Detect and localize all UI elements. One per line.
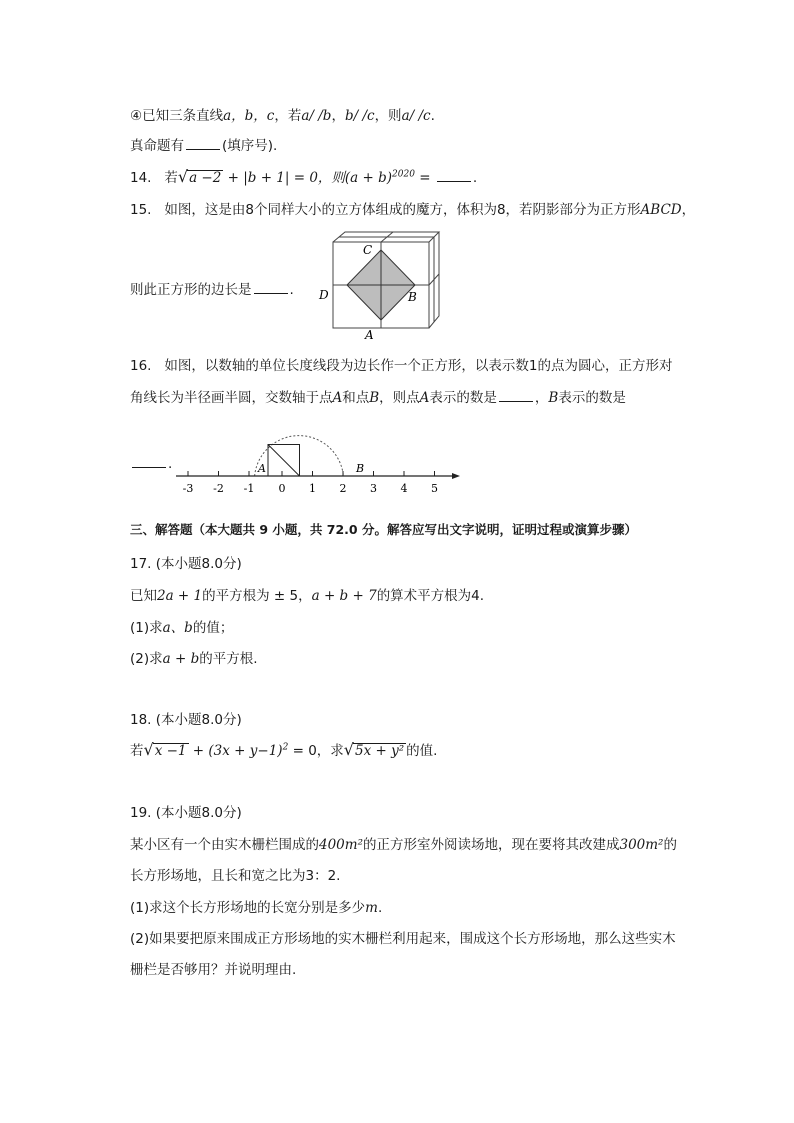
expression: + (3x + y−1): [188, 743, 283, 759]
q19-line-2: 长方形场地，且长和宽之比为3：2.: [130, 868, 341, 884]
item-text: ，: [331, 108, 345, 124]
area-value: 300m²: [619, 837, 664, 853]
question-number: 16.: [130, 358, 152, 374]
q17-part-2: [130, 647, 258, 667]
q18-stem: [130, 739, 437, 759]
question-text: 角线长为半径画半圆，交数轴于点: [130, 390, 333, 406]
question-text: 的值.: [406, 743, 438, 759]
axis-tick-label: 3: [370, 482, 377, 495]
parallel-expr: b/ /c: [344, 108, 375, 124]
area-value: 400m²: [319, 837, 363, 853]
label-b: B: [408, 290, 417, 304]
question-text: ，: [534, 390, 549, 406]
expression: 2a + 1: [157, 588, 203, 604]
axis-tick-label: 5: [431, 482, 438, 495]
question-number: 15.: [130, 202, 152, 218]
number-line-figure: [170, 428, 470, 500]
question-text: .: [289, 282, 294, 298]
radicand: x −1: [154, 743, 187, 759]
axis-tick-label: 4: [400, 482, 408, 495]
question-16: [130, 354, 672, 374]
label-c: C: [363, 243, 373, 257]
q19-part-2-cont: 栅栏是否够用？并说明理由.: [130, 962, 297, 978]
label-a: A: [258, 462, 266, 475]
item-text: .: [430, 108, 435, 124]
point-name: A: [419, 390, 430, 406]
answer-blank[interactable]: [437, 180, 471, 182]
radicand: a −2: [189, 170, 222, 186]
radical-sign: √: [343, 740, 354, 759]
q19-part-2: (2)如果要把原来围成正方形场地的实木栅栏利用起来，围成这个长方形场地，那么这些实木: [130, 931, 676, 947]
item-text: ，若: [274, 108, 302, 124]
parallel-expr: a/ /b: [301, 108, 332, 124]
square-name: ABCD: [640, 202, 682, 218]
question-text: 的正方形室外阅读场地，现在要将其改建成: [362, 837, 620, 853]
question-number: 14.: [130, 170, 152, 186]
exponent: 2: [282, 742, 289, 753]
question-text: 的算术平方根为4.: [376, 588, 485, 604]
axis-arrow: [452, 473, 460, 479]
question-text: (1)求这个长方形场地的长宽分别是多少: [130, 900, 366, 916]
question-text: (1)求: [130, 620, 163, 636]
expression: a + b: [162, 651, 200, 667]
point-name: A: [332, 390, 343, 406]
question-text: .: [377, 900, 383, 916]
question-text: 已知: [130, 588, 157, 604]
item-vars: a，b，c: [223, 108, 275, 124]
expression: a、b: [162, 620, 193, 636]
q17-part-1: [130, 616, 233, 636]
label-d: D: [319, 288, 329, 302]
equals-sign: =: [414, 170, 435, 186]
expression: a + b + 7: [311, 588, 377, 604]
unit: m: [365, 900, 378, 916]
q15-answer-line: [130, 278, 294, 298]
square-diagonal: [268, 445, 300, 477]
axis-tick-label: 2: [339, 482, 347, 495]
axis-tick-label: 0: [278, 482, 286, 495]
parallel-expr: a/ /c: [401, 108, 431, 124]
question-text: 如图，以数轴的单位长度线段为边长作一个正方形，以表示数1的点为圆心，正方形对: [164, 358, 673, 374]
equation-text: + |b + 1| = 0，则(a + b): [223, 170, 393, 186]
question-text: 的: [663, 837, 677, 853]
item-text: ，则: [374, 108, 402, 124]
question-15: [130, 198, 695, 218]
label-a: A: [365, 328, 374, 342]
point-name: B: [548, 390, 559, 406]
exponent: 2020: [392, 169, 415, 180]
question-text: 表示的数是: [558, 390, 626, 406]
question-text: 若: [164, 170, 178, 186]
question-text: 和点: [342, 390, 370, 406]
question-text: 若: [130, 743, 144, 759]
radicand: 5x + y²: [355, 743, 405, 759]
answer-prompt: 真命题有: [130, 138, 184, 154]
q19-line-1: [130, 833, 677, 853]
question-text: 的平方根.: [199, 651, 258, 667]
answer-blank[interactable]: [186, 148, 220, 150]
q13-item-4: [130, 104, 435, 124]
radical-sign: √: [177, 167, 189, 186]
question-text: .: [168, 456, 173, 472]
question-text: 某小区有一个由实木栅栏围成的: [130, 837, 319, 853]
section-3-title: 三、解答题（本大题共 9 小题，共 72.0 分。解答应写出文字说明，证明过程或演算步骤）: [130, 522, 637, 537]
label-b: B: [356, 462, 365, 475]
question-text: 表示的数是: [429, 390, 497, 406]
radical-sign: √: [143, 740, 154, 759]
answer-blank[interactable]: [254, 292, 288, 294]
question-text: (2)求: [130, 651, 163, 667]
answer-blank-b[interactable]: [132, 466, 166, 468]
answer-hint: (填序号).: [222, 138, 278, 154]
question-text: ，则点: [379, 390, 420, 406]
axis-tick-label: -1: [243, 482, 255, 495]
q17-header: 17. (本小题8.0分): [130, 556, 242, 572]
point-name: B: [369, 390, 380, 406]
question-text: = 0，求: [288, 743, 344, 759]
q13-answer-line: [130, 134, 277, 154]
question-text: ，: [681, 202, 696, 218]
answer-blank-a[interactable]: [499, 400, 533, 402]
answer-prompt: 则此正方形的边长是: [130, 282, 252, 298]
q17-stem: [130, 584, 484, 604]
axis-tick-label: -3: [182, 482, 194, 495]
q19-header: 19. (本小题8.0分): [130, 805, 242, 821]
q19-part-1: [130, 896, 382, 916]
axis-tick-label: 1: [309, 482, 316, 495]
q16-answer-line: [130, 456, 172, 472]
question-text: .: [472, 170, 478, 186]
question-16-line2: [130, 386, 626, 406]
question-text: 的平方根为 ± 5，: [202, 588, 312, 604]
axis-tick-label: -2: [213, 482, 224, 495]
item-text: 已知三条直线: [142, 108, 224, 124]
question-text: 的值；: [192, 620, 234, 636]
item-number: ④: [130, 108, 143, 124]
q18-header: 18. (本小题8.0分): [130, 712, 242, 728]
question-text: 如图，这是由8个同样大小的立方体组成的魔方，体积为8，若阴影部分为正方形: [164, 202, 641, 218]
cube-figure: [315, 228, 445, 343]
question-14: [130, 166, 477, 186]
